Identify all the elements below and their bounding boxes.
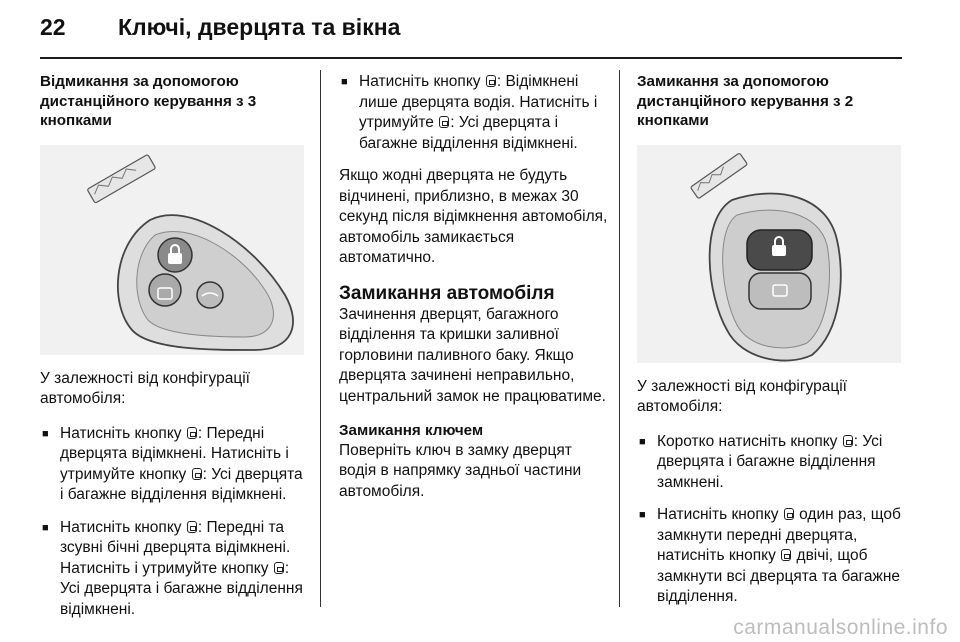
remote-key-2-button-illustration [637,145,901,363]
intro-text: У залежності від конфігурації автомобіля: [637,377,847,415]
list-item: ■ Натисніть кнопку : Відімкнені лише дверцята водія. Натисніть і утримуйте : Усі дверцята і багажне відділення відімкнені. [339,72,611,154]
section-heading-unlock-3-button: Відмикання за допомогою дистанційного керування з 3 кнопками [40,73,257,129]
subheading-key-locking: Замикання ключем [339,422,484,439]
list-item: ■ Натисніть кнопку : Передні та зсувні бічні дверцята відімкнені. Натисніть і утримуйте кнопку : Усі дверцята і багажне відділення відімкнені. [40,518,308,621]
bullet-list [40,424,308,621]
unlock-button-icon [274,562,284,574]
column-divider [320,70,321,607]
header-rule [40,57,902,59]
unlock-button-icon [439,116,449,128]
column-divider [619,70,620,607]
intro-text: У залежності від конфігурації автомобіля: [40,369,250,407]
lock-button-icon [781,549,791,561]
remote-key-3-button-illustration [40,145,304,355]
list-item: ■ Натисніть кнопку один раз, щоб замкнути передні дверцята, натисніть кнопку двічі, щоб замкнути всі дверцята та багажне відділення. [637,505,907,608]
section-heading-lock-2-button: Замикання за допомогою дистанційного керування з 2 кнопками [637,73,854,129]
unlock-button-icon [187,521,197,533]
list-item: ■ Натисніть кнопку : Передні дверцята відімкнені. Натисніть і утримуйте кнопку : Усі дверцята і багажне відділення відімкнені. [40,424,308,506]
bullet-list [339,72,611,154]
unlock-button-icon [187,427,197,439]
list-item: ■ Коротко натисніть кнопку : Усі дверцята і багажне відділення замкнені. [637,432,907,494]
section-heading-locking: Замикання автомобіля [339,282,555,304]
lock-button-icon [784,508,794,520]
bullet-list [637,432,907,608]
column-1 [40,72,308,632]
column-2 [339,72,611,516]
page-title: Ключі, дверцята та вікна [118,14,401,40]
unlock-button-icon [486,75,496,87]
lock-button-icon [843,435,853,447]
locking-text: Зачинення дверцят, багажного відділення та кришки заливної горловини паливного баку. Якщо дверцята зачинені неправильно, центральний замок не працюватиме. [339,305,606,405]
column-3 [637,72,907,620]
watermark: carmanualsonline.info [733,616,948,639]
unlock-button-icon [192,468,202,480]
page-number: 22 [40,14,66,40]
key-locking-text: Поверніть ключ в замку дверцят водія в напрямку задньої частини автомобіля. [339,441,582,500]
auto-relock-text: Якщо жодні дверцята не будуть відчинені, приблизно, в межах 30 секунд після відімкнення автомобіля, автомобіль замикається автоматично. [339,167,608,266]
